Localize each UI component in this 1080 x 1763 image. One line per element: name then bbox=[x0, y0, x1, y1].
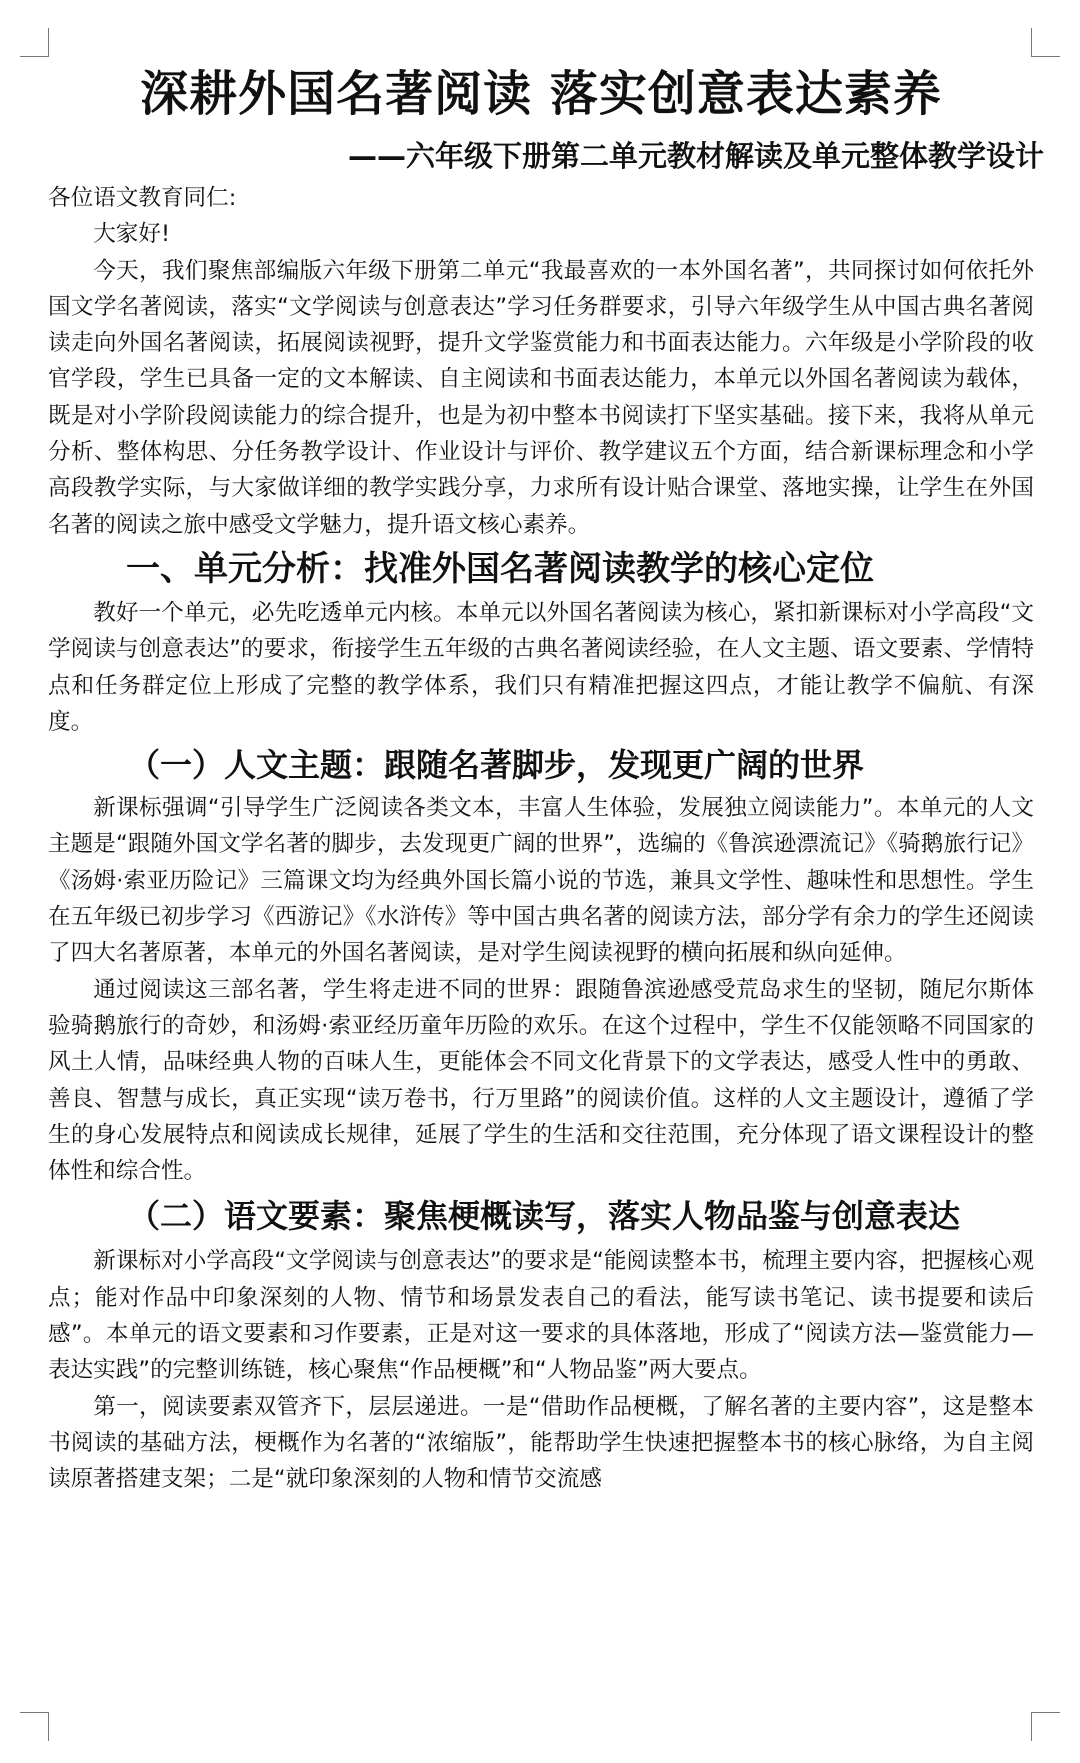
subsection2-paragraph-2: 第一，阅读要素双管齐下，层层递进。一是“借助作品梗概，了解名著的主要内容”，这是整本书阅读的基础方法，梗概作为名著的“浓缩版”，能帮助学生快速把握整本书的核心脉络，为自主阅读原著搭建支架；二是“就印象深刻的人物和情节交流感 bbox=[48, 1393, 1034, 1493]
crop-mark-bottom-left bbox=[20, 1712, 49, 1741]
document-title: 深耕外国名著阅读 落实创意表达素养 bbox=[140, 66, 942, 122]
section-heading-1: 一、单元分析：找准外国名著阅读教学的核心定位 bbox=[126, 548, 874, 589]
subsection1-paragraph-2: 通过阅读这三部名著，学生将走进不同的世界：跟随鲁滨逊感受荒岛求生的坚韧，随尼尔斯体验骑鹅旅行的奇妙，和汤姆·索亚经历童年历险的欢乐。在这个过程中，学生不仅能领略不同国家的风土人情，品味经典人物的百味人生，更能体会不同文化背景下的文学表达，感受人性中的勇敢、善良、智慧与成长，真正实现“读万卷书，行万里路”的阅读价值。这样的人文主题设计，遵循了学生的身心发展特点和阅读成长规律，延展了学生的生活和交往范围，充分体现了语文课程设计的整体性和综合性。 bbox=[48, 976, 1034, 1185]
intro-paragraph: 今天，我们聚焦部编版六年级下册第二单元“我最喜欢的一本外国名著”，共同探讨如何依托外国文学名著阅读，落实“文学阅读与创意表达”学习任务群要求，引导六年级学生从中国古典名著阅读走向外国名著阅读，拓展阅读视野，提升文学鉴赏能力和书面表达能力。六年级是小学阶段的收官学段，学生已具备一定的文本解读、自主阅读和书面表达能力，本单元以外国名著阅读为载体，既是对小学阶段阅读能力的综合提升，也是为初中整本书阅读打下坚实基础。接下来，我将从单元分析、整体构思、分任务教学设计、作业设计与评价、教学建议五个方面，结合新课标理念和小学高段教学实际，与大家做详细的教学实践分享，力求所有设计贴合课堂、落地实操，让学生在外国名著的阅读之旅中感受文学魅力，提升语文核心素养。 bbox=[48, 257, 1034, 538]
document-page bbox=[48, 56, 1044, 1498]
document-subtitle: ——六年级下册第二单元教材解读及单元整体教学设计 bbox=[347, 139, 1044, 173]
subsection1-paragraph-1: 新课标强调“引导学生广泛阅读各类文本，丰富人生体验，发展独立阅读能力”。本单元的人文主题是“跟随外国文学名著的脚步，去发现更广阔的世界”，选编的《鲁滨逊漂流记》《骑鹅旅行记》《汤姆·索亚历险记》三篇课文均为经典外国长篇小说的节选，兼具文学性、趣味性和思想性。学生在五年级已初步学习《西游记》《水浒传》等中国古典名著的阅读方法，部分学有余力的学生还阅读了四大名著原著，本单元的外国名著阅读，是对学生阅读视野的横向拓展和纵向延伸。 bbox=[48, 795, 1034, 967]
subsection-heading-1: （一）人文主题：跟随名著脚步，发现更广阔的世界 bbox=[128, 746, 865, 785]
crop-mark-top-right bbox=[1031, 28, 1060, 57]
greeting: 各位语文教育同仁: bbox=[48, 185, 237, 211]
crop-mark-top-left bbox=[20, 28, 49, 57]
subsection-heading-2: （二）语文要素：聚焦梗概读写，落实人物品鉴与创意表达 bbox=[128, 1197, 961, 1236]
section1-paragraph: 教好一个单元，必先吃透单元内核。本单元以外国名著阅读为核心，紧扣新课标对小学高段“文学阅读与创意表达”的要求，衔接学生五年级的古典名著阅读经验，在人文主题、语文要素、学情特点和任务群定位上形成了完整的教学体系，我们只有精准把握这四点，才能让教学不偏航、有深度。 bbox=[48, 599, 1034, 735]
subsection2-paragraph-1: 新课标对小学高段“文学阅读与创意表达”的要求是“能阅读整本书，梳理主要内容，把握核心观点；能对作品中印象深刻的人物、情节和场景发表自己的看法，能写读书笔记、读书提要和读后感”。本单元的语文要素和习作要素，正是对这一要求的具体落地，形成了“阅读方法—鉴赏能力—表达实践”的完整训练链，核心聚焦“作品梗概”和“人物品鉴”两大要点。 bbox=[48, 1248, 1034, 1384]
hello: 大家好! bbox=[93, 221, 171, 248]
crop-mark-bottom-right bbox=[1031, 1712, 1060, 1741]
